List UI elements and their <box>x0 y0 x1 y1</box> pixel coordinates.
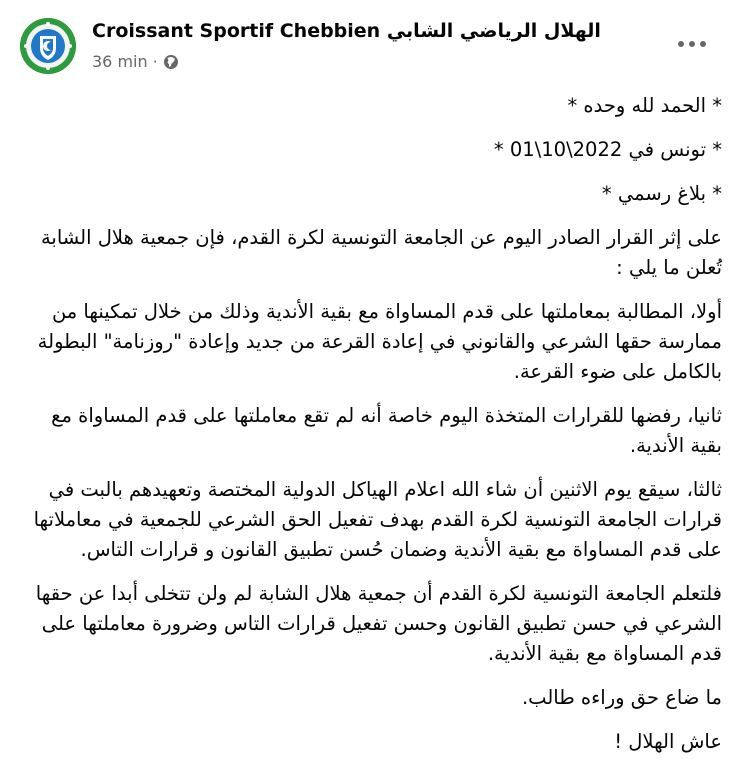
more-dot <box>678 41 684 47</box>
post-meta <box>92 52 179 71</box>
meta-separator: · <box>152 52 158 71</box>
post-paragraph-first: أولا، المطالبة بمعاملتها على قدم المساواة مع بقية الأندية وذلك من خلال تمكينها من ممارسة حقها الشرعي والقانوني في إعادة القرعة من جديد وإعادة "روزنامة" البطولة بالكامل على ضوء القرعة. <box>37 300 722 383</box>
post-paragraph-third: ثالثا، سيقع يوم الاثنين أن شاء الله اعلام الهياكل الدولية المختصة وتعهيدهم بالبت في قرارات الجامعة التونسية لكرة القدم بهدف تفعيل الحق الشرعي للجمعية في معاملاتها على قدم المساواة مع بقية الأندية وضمان حُسن تطبيق القانون و قرارات التاس. <box>33 478 722 561</box>
post-timestamp[interactable]: 36 min <box>92 52 148 71</box>
more-options-icon[interactable] <box>666 26 718 62</box>
post-paragraph-fourth: فلتعلم الجامعة التونسية لكرة القدم أن جمعية هلال الشابة لم ولن تتخلى أبدا عن حقها الشرعي في حسن تطبيق القانون وحسن تفعيل قرارات التاس وضرورة معاملتها على قدم المساواة مع بقية الأندية. <box>35 582 722 665</box>
post-author-name[interactable] <box>92 20 601 42</box>
club-crest-icon <box>20 18 76 74</box>
post-text <box>22 90 722 757</box>
post-line-date: * تونس في 2022\10\01 * <box>493 138 722 161</box>
post-header <box>0 0 742 90</box>
author-name-link[interactable]: Croissant Sportif Chebbien الهلال الرياضي الشابي <box>92 20 601 42</box>
more-dot <box>689 41 695 47</box>
post-paragraph-second: ثانيا، رفضها للقرارات المتخذة اليوم خاصة أنه لم تقع معاملتها على قدم المساواة مع بقية الأندية. <box>51 404 722 457</box>
club-logo-avatar[interactable] <box>20 18 76 74</box>
post-paragraph-intro: على إثر القرار الصادر اليوم عن الجامعة التونسية لكرة القدم، فإن جمعية هلال الشابة تُعلن ما يلي : <box>40 226 722 279</box>
globe-icon[interactable] <box>163 54 179 70</box>
more-dot <box>700 41 706 47</box>
post-line-closing: عاش الهلال ! <box>614 730 722 753</box>
post-line-opening: * الحمد لله وحده * <box>567 94 722 117</box>
post-line-title: * بلاغ رسمي * <box>601 182 722 205</box>
post-line-slogan: ما ضاع حق وراءه طالب. <box>521 686 722 709</box>
